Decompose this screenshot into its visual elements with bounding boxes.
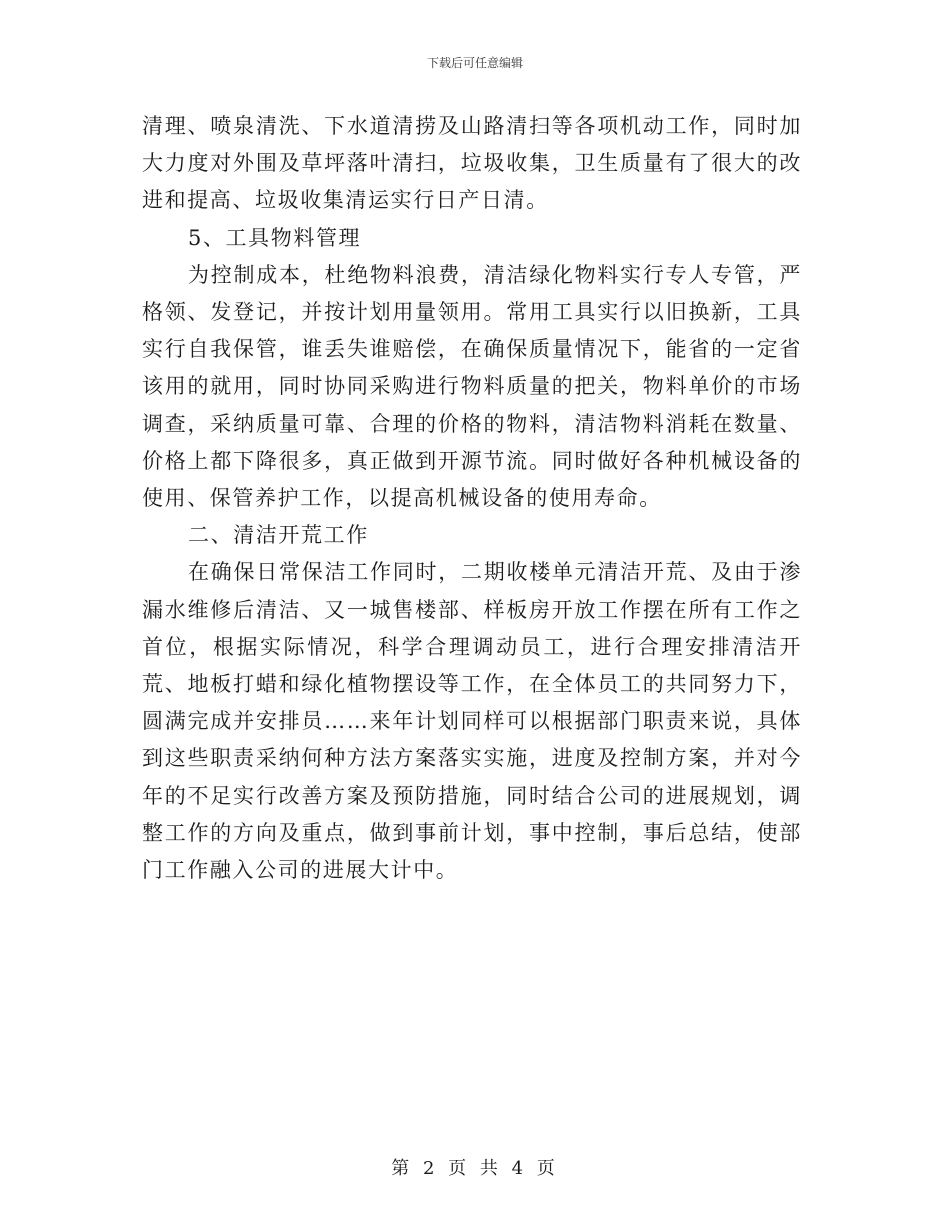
page-number: 第 2 页 共 4 页: [391, 1158, 559, 1179]
document-body: [142, 108, 802, 889]
paragraph-continuation: 清理、喷泉清洗、下水道清捞及山路清扫等各项机动工作，同时加大力度对外围及草坪落叶清扫，垃圾收集，卫生质量有了很大的改进和提高、垃圾收集清运实行日产日清。: [142, 114, 802, 213]
paragraph-cleaning-work: 在确保日常保洁工作同时，二期收楼单元清洁开荒、及由于渗漏水维修后清洁、又一城售楼部、样板房开放工作摆在所有工作之首位，根据实际情况，科学合理调动员工，进行合理安排清洁开荒、地板打蜡和绿化植物摆设等工作，在全体员工的共同努力下，圆满完成并安排员……来年计划同样可以根据部门职责来说，具体到这些职责采纳何种方法方案落实实施，进度及控制方案，并对今年的不足实行改善方案及预防措施，同时结合公司的进展规划，调整工作的方向及重点，做到事前计划，事中控制，事后总结，使部门工作融入公司的进展大计中。: [142, 560, 802, 883]
section-heading-cleaning-work: 二、清洁开荒工作: [188, 523, 369, 548]
page-header: 下载后可任意编辑: [426, 56, 523, 70]
section-heading-tools-materials: 5、工具物料管理: [188, 225, 362, 250]
paragraph-tools-materials: 为控制成本，杜绝物料浪费，清洁绿化物料实行专人专管，严格领、发登记，并按计划用量领用。常用工具实行以旧换新，工具实行自我保管，谁丢失谁赔偿，在确保质量情况下，能省的一定省该用的就用，同时协同采购进行物料质量的把关，物料单价的市场调查，采纳质量可靠、合理的价格的物料，清洁物料消耗在数量、价格上都下降很多，真正做到开源节流。同时做好各种机械设备的使用、保管养护工作，以提高机械设备的使用寿命。: [142, 262, 802, 511]
